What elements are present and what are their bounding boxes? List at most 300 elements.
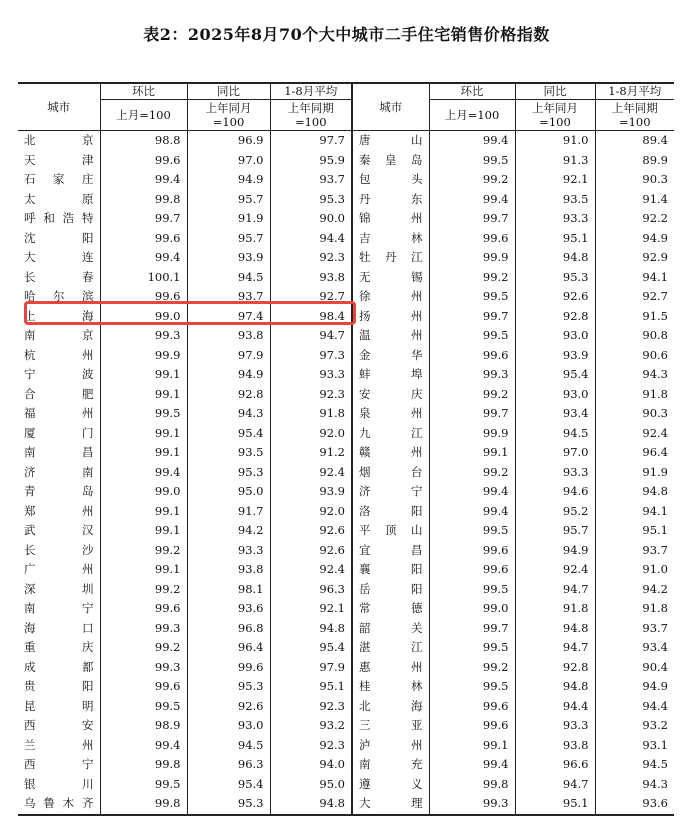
cell-mom-left: 99.3 — [100, 619, 187, 639]
cell-yoy-left: 93.3 — [187, 541, 270, 561]
cell-city-right: 金华 — [352, 346, 429, 366]
cell-mom-left: 99.1 — [100, 443, 187, 463]
cell-avg-left: 96.3 — [270, 580, 352, 600]
table-row — [18, 248, 674, 268]
cell-yoy-right: 96.6 — [515, 755, 595, 775]
cell-mom-left: 99.6 — [100, 677, 187, 697]
table-row — [18, 580, 674, 600]
cell-yoy-left: 95.3 — [187, 677, 270, 697]
cell-avg-right: 90.3 — [595, 170, 674, 190]
cell-city-left: 武汉 — [24, 523, 94, 537]
cell-city-left: 昆明 — [24, 698, 94, 713]
cell-mom-left: 99.5 — [100, 775, 187, 795]
cell-mom-left: 99.8 — [100, 794, 187, 815]
cell-city-left: 上海 — [24, 308, 94, 323]
cell-city-left: 太原 — [24, 191, 94, 206]
cell-yoy-right: 97.0 — [515, 443, 595, 463]
cell-yoy-left: 95.7 — [187, 190, 270, 210]
cell-yoy-right: 93.5 — [515, 190, 595, 210]
cell-avg-left: 90.0 — [270, 209, 352, 229]
header-yoy-base-right — [515, 100, 595, 131]
cell-mom-left: 99.4 — [100, 170, 187, 190]
cell-city-right: 济宁 — [352, 482, 429, 502]
cell-avg-left: 97.9 — [270, 658, 352, 678]
cell-yoy-right: 91.8 — [515, 599, 595, 619]
cell-mom-right: 99.1 — [429, 443, 515, 463]
cell-mom-left: 99.4 — [100, 736, 187, 756]
cell-city-left: 杭州 — [24, 347, 94, 362]
cell-city-right: 常德 — [352, 599, 429, 619]
table-row — [18, 599, 674, 619]
cell-city-left: 沈阳 — [24, 230, 94, 245]
cell-avg-left: 97.7 — [270, 131, 352, 151]
cell-avg-right: 94.1 — [595, 268, 674, 288]
cell-avg-left: 92.7 — [270, 287, 352, 307]
cell-mom-left: 99.3 — [100, 326, 187, 346]
cell-mom-left: 99.1 — [100, 365, 187, 385]
table-row — [18, 521, 674, 541]
table-row — [18, 736, 674, 756]
cell-yoy-right: 94.7 — [515, 580, 595, 600]
cell-city-left: 济南 — [24, 464, 94, 479]
cell-yoy-right: 92.1 — [515, 170, 595, 190]
cell-avg-right: 94.3 — [595, 775, 674, 795]
cell-yoy-left: 94.3 — [187, 404, 270, 424]
cell-yoy-right: 95.7 — [515, 521, 595, 541]
cell-avg-right: 92.2 — [595, 209, 674, 229]
table-row — [18, 365, 674, 385]
cell-city-left: 南京 — [24, 328, 94, 342]
cell-city-right: 岳阳 — [352, 580, 429, 600]
cell-mom-right: 99.6 — [429, 346, 515, 366]
cell-city-left: 乌鲁木齐 — [18, 794, 100, 815]
cell-mom-right: 99.4 — [429, 190, 515, 210]
cell-yoy-right: 94.4 — [515, 697, 595, 717]
cell-yoy-right: 94.6 — [515, 482, 595, 502]
cell-avg-left: 95.9 — [270, 151, 352, 171]
cell-city-left: 呼和浩特 — [24, 211, 94, 225]
cell-mom-right: 99.2 — [429, 268, 515, 288]
cell-avg-left: 94.4 — [270, 229, 352, 249]
cell-yoy-right: 92.8 — [515, 307, 595, 327]
cell-city-left: 哈尔滨 — [24, 289, 94, 303]
cell-yoy-left: 93.6 — [187, 599, 270, 619]
cell-avg-right: 89.9 — [595, 151, 674, 171]
cell-yoy-left: 93.9 — [187, 248, 270, 268]
cell-avg-right: 96.4 — [595, 443, 674, 463]
cell-mom-right: 99.7 — [429, 404, 515, 424]
cell-yoy-left: 94.9 — [187, 170, 270, 190]
cell-avg-right: 91.8 — [595, 599, 674, 619]
cell-yoy-left: 96.3 — [187, 755, 270, 775]
cell-city-right: 北海 — [352, 697, 429, 717]
cell-city-left: 深圳 — [24, 581, 94, 596]
table-row — [18, 560, 674, 580]
cell-mom-left: 99.9 — [100, 346, 187, 366]
cell-avg-left: 92.3 — [270, 736, 352, 756]
cell-yoy-right: 95.4 — [515, 365, 595, 385]
cell-yoy-left: 97.4 — [187, 307, 270, 327]
cell-avg-right: 89.4 — [595, 131, 674, 151]
cell-avg-left: 94.8 — [270, 794, 352, 815]
cell-yoy-left: 96.4 — [187, 638, 270, 658]
cell-avg-left: 92.0 — [270, 502, 352, 522]
cell-yoy-right: 93.3 — [515, 209, 595, 229]
cell-avg-right: 93.1 — [595, 736, 674, 756]
table-row — [18, 190, 674, 210]
header-avg-base-line1: 上年同期 — [611, 101, 658, 115]
cell-city-right: 洛阳 — [352, 502, 429, 522]
cell-city-left: 兰州 — [24, 737, 94, 752]
cell-avg-left: 98.4 — [270, 307, 352, 327]
cell-city-left: 长沙 — [24, 542, 94, 557]
cell-avg-left: 92.6 — [270, 541, 352, 561]
cell-avg-right: 91.5 — [595, 307, 674, 327]
cell-yoy-left: 95.3 — [187, 463, 270, 483]
header-yoy-right: 同比 — [515, 83, 595, 100]
cell-mom-left: 99.1 — [100, 521, 187, 541]
table-row — [18, 424, 674, 444]
cell-avg-right: 94.1 — [595, 502, 674, 522]
cell-yoy-left: 95.0 — [187, 482, 270, 502]
cell-mom-left: 99.1 — [100, 385, 187, 405]
cell-yoy-left: 93.5 — [187, 443, 270, 463]
cell-mom-left: 99.7 — [100, 209, 187, 229]
cell-yoy-left: 94.5 — [187, 268, 270, 288]
table-row — [18, 775, 674, 795]
header-yoy-base-line1: 上年同月 — [532, 101, 578, 115]
cell-yoy-right: 95.1 — [515, 794, 595, 815]
cell-avg-left: 92.4 — [270, 463, 352, 483]
cell-avg-right: 90.3 — [595, 404, 674, 424]
cell-city-left: 长春 — [24, 269, 94, 284]
cell-city-right: 蚌埠 — [352, 365, 429, 385]
cell-mom-right: 99.4 — [429, 755, 515, 775]
table-row — [18, 502, 674, 522]
cell-mom-right: 99.5 — [429, 580, 515, 600]
cell-yoy-right: 94.7 — [515, 775, 595, 795]
cell-yoy-right: 95.3 — [515, 268, 595, 288]
cell-city-left: 合肥 — [24, 386, 94, 401]
cell-yoy-left: 96.9 — [187, 131, 270, 151]
cell-mom-left: 99.8 — [100, 755, 187, 775]
cell-mom-right: 99.0 — [429, 599, 515, 619]
table-row — [18, 677, 674, 697]
cell-avg-right: 91.4 — [595, 190, 674, 210]
cell-city-right: 锦州 — [352, 209, 429, 229]
header-mom-base-right: 上月=100 — [429, 100, 515, 131]
cell-mom-left: 99.2 — [100, 541, 187, 561]
header-avg-right: 1-8月平均 — [595, 83, 674, 100]
cell-mom-right: 99.2 — [429, 170, 515, 190]
header-mom-base-left: 上月=100 — [100, 100, 187, 131]
cell-mom-left: 100.1 — [100, 268, 187, 288]
cell-city-right: 牡丹江 — [352, 248, 429, 268]
header-avg-base-line2: =100 — [618, 115, 651, 129]
cell-mom-right: 99.5 — [429, 326, 515, 346]
table-row — [18, 131, 674, 151]
cell-mom-right: 99.8 — [429, 775, 515, 795]
cell-avg-right: 93.7 — [595, 541, 674, 561]
cell-mom-right: 99.2 — [429, 658, 515, 678]
cell-avg-left: 92.3 — [270, 697, 352, 717]
cell-city-right: 秦皇岛 — [352, 151, 429, 171]
cell-yoy-right: 92.8 — [515, 658, 595, 678]
cell-mom-right: 99.5 — [429, 677, 515, 697]
cell-yoy-left: 94.9 — [187, 365, 270, 385]
cell-yoy-right: 92.4 — [515, 560, 595, 580]
header-mom-left: 环比 — [100, 83, 187, 100]
cell-yoy-right: 92.6 — [515, 287, 595, 307]
cell-city-right: 包头 — [352, 170, 429, 190]
cell-mom-right: 99.6 — [429, 697, 515, 717]
price-index-table — [18, 82, 674, 816]
cell-mom-left: 99.1 — [100, 424, 187, 444]
cell-yoy-right: 93.4 — [515, 404, 595, 424]
cell-mom-right: 99.6 — [429, 560, 515, 580]
cell-mom-left: 99.6 — [100, 599, 187, 619]
cell-city-left: 宁波 — [24, 367, 94, 381]
cell-yoy-left: 95.7 — [187, 229, 270, 249]
cell-city-left: 天津 — [24, 152, 94, 167]
cell-city-right: 吉林 — [352, 229, 429, 249]
cell-mom-right: 99.5 — [429, 638, 515, 658]
header-yoy-base-line2: =100 — [539, 115, 571, 129]
cell-yoy-right: 91.3 — [515, 151, 595, 171]
cell-city-left: 南宁 — [24, 601, 94, 615]
cell-yoy-left: 95.3 — [187, 794, 270, 815]
table-row — [18, 326, 674, 346]
cell-mom-right: 99.2 — [429, 463, 515, 483]
cell-city-left: 南昌 — [24, 445, 94, 459]
cell-yoy-left: 97.0 — [187, 151, 270, 171]
cell-city-left: 重庆 — [24, 640, 94, 654]
cell-yoy-left: 93.8 — [187, 326, 270, 346]
cell-city-right: 惠州 — [352, 658, 429, 678]
cell-mom-right: 99.6 — [429, 229, 515, 249]
cell-city-right: 桂林 — [352, 677, 429, 697]
cell-avg-right: 94.8 — [595, 482, 674, 502]
cell-mom-left: 99.2 — [100, 638, 187, 658]
cell-avg-right: 91.8 — [595, 385, 674, 405]
cell-mom-right: 99.3 — [429, 365, 515, 385]
cell-mom-right: 99.4 — [429, 502, 515, 522]
cell-yoy-right: 94.8 — [515, 248, 595, 268]
cell-city-right: 泉州 — [352, 404, 429, 424]
cell-yoy-right: 91.0 — [515, 131, 595, 151]
table-row — [18, 346, 674, 366]
cell-mom-left: 98.9 — [100, 716, 187, 736]
table-row — [18, 268, 674, 288]
cell-avg-left: 95.1 — [270, 677, 352, 697]
header-yoy-left: 同比 — [187, 83, 270, 100]
table-body — [18, 131, 674, 815]
table-title: 表2：2025年8月70个大中城市二手住宅销售价格指数 — [143, 25, 550, 44]
cell-avg-right: 95.1 — [595, 521, 674, 541]
cell-mom-left: 99.4 — [100, 463, 187, 483]
cell-yoy-right: 93.3 — [515, 716, 595, 736]
cell-avg-right: 92.7 — [595, 287, 674, 307]
cell-avg-left: 94.7 — [270, 326, 352, 346]
header-avg-base-line2: =100 — [294, 115, 327, 129]
cell-avg-left: 94.8 — [270, 619, 352, 639]
table-row — [18, 385, 674, 405]
cell-yoy-right: 94.9 — [515, 541, 595, 561]
cell-yoy-right: 94.5 — [515, 424, 595, 444]
cell-city-right: 遵义 — [352, 775, 429, 795]
cell-avg-left: 91.8 — [270, 404, 352, 424]
cell-mom-left: 99.1 — [100, 560, 187, 580]
cell-city-left: 郑州 — [24, 503, 94, 518]
cell-city-left: 厦门 — [24, 425, 94, 440]
cell-avg-left: 92.3 — [270, 385, 352, 405]
table-row — [18, 638, 674, 658]
cell-mom-left: 99.6 — [100, 287, 187, 307]
cell-city-left: 海口 — [24, 620, 94, 635]
cell-avg-right: 90.8 — [595, 326, 674, 346]
cell-avg-right: 94.9 — [595, 677, 674, 697]
cell-mom-left: 99.2 — [100, 580, 187, 600]
cell-mom-right: 99.9 — [429, 248, 515, 268]
cell-avg-right: 94.4 — [595, 697, 674, 717]
cell-mom-left: 99.5 — [100, 404, 187, 424]
cell-mom-left: 99.1 — [100, 502, 187, 522]
cell-city-right: 大理 — [352, 794, 429, 815]
cell-avg-left: 92.6 — [270, 521, 352, 541]
cell-city-left: 北京 — [24, 133, 94, 147]
header-mom-right: 环比 — [429, 83, 515, 100]
cell-avg-left: 93.8 — [270, 268, 352, 288]
cell-avg-left: 95.0 — [270, 775, 352, 795]
table-row — [18, 404, 674, 424]
cell-avg-left: 95.3 — [270, 190, 352, 210]
cell-avg-right: 93.7 — [595, 619, 674, 639]
cell-city-right: 襄阳 — [352, 560, 429, 580]
cell-mom-left: 99.0 — [100, 307, 187, 327]
cell-yoy-right: 93.0 — [515, 385, 595, 405]
cell-avg-left: 93.7 — [270, 170, 352, 190]
cell-yoy-left: 95.4 — [187, 775, 270, 795]
cell-city-left: 西安 — [24, 718, 94, 732]
table-row — [18, 443, 674, 463]
cell-city-left: 成都 — [24, 659, 94, 674]
cell-yoy-left: 91.7 — [187, 502, 270, 522]
cell-mom-right: 99.5 — [429, 151, 515, 171]
cell-mom-left: 99.4 — [100, 248, 187, 268]
cell-yoy-left: 93.8 — [187, 560, 270, 580]
cell-yoy-left: 93.0 — [187, 716, 270, 736]
cell-avg-right: 93.4 — [595, 638, 674, 658]
table-row — [18, 229, 674, 249]
cell-yoy-right: 94.8 — [515, 677, 595, 697]
cell-city-right: 丹东 — [352, 190, 429, 210]
cell-city-left: 贵阳 — [24, 679, 94, 693]
cell-mom-left: 99.3 — [100, 658, 187, 678]
cell-avg-left: 93.9 — [270, 482, 352, 502]
cell-yoy-left: 94.5 — [187, 736, 270, 756]
cell-avg-left: 93.2 — [270, 716, 352, 736]
cell-avg-left: 92.1 — [270, 599, 352, 619]
header-city-right: 城市 — [352, 83, 429, 131]
cell-mom-right: 99.5 — [429, 287, 515, 307]
cell-yoy-right: 95.1 — [515, 229, 595, 249]
cell-mom-left: 99.6 — [100, 151, 187, 171]
cell-city-right: 温州 — [352, 326, 429, 346]
cell-city-right: 韶关 — [352, 619, 429, 639]
cell-avg-right: 94.3 — [595, 365, 674, 385]
cell-yoy-left: 99.6 — [187, 658, 270, 678]
cell-mom-right: 99.2 — [429, 385, 515, 405]
header-yoy-base-left — [187, 100, 270, 131]
cell-city-right: 赣州 — [352, 443, 429, 463]
table-row — [18, 170, 674, 190]
cell-yoy-right: 93.8 — [515, 736, 595, 756]
cell-city-right: 安庆 — [352, 385, 429, 405]
cell-city-left: 西宁 — [24, 757, 94, 771]
cell-mom-left: 99.5 — [100, 697, 187, 717]
cell-city-left: 大连 — [24, 250, 94, 264]
cell-avg-right: 94.5 — [595, 755, 674, 775]
header-avg-base-left — [270, 100, 352, 131]
cell-avg-left: 94.0 — [270, 755, 352, 775]
cell-yoy-left: 92.8 — [187, 385, 270, 405]
cell-avg-right: 91.9 — [595, 463, 674, 483]
cell-avg-right: 91.0 — [595, 560, 674, 580]
table-row — [18, 658, 674, 678]
cell-yoy-left: 96.8 — [187, 619, 270, 639]
header-yoy-base-line1: 上年同月 — [205, 101, 252, 115]
cell-avg-right: 94.9 — [595, 229, 674, 249]
cell-mom-right: 99.7 — [429, 307, 515, 327]
shanghai-highlight-box — [24, 301, 356, 325]
cell-avg-left: 95.4 — [270, 638, 352, 658]
cell-city-left: 福州 — [24, 406, 94, 420]
cell-city-right: 宜昌 — [352, 541, 429, 561]
cell-avg-right: 90.4 — [595, 658, 674, 678]
header-yoy-base-line2: =100 — [212, 115, 245, 129]
cell-avg-left: 92.0 — [270, 424, 352, 444]
cell-city-right: 南充 — [352, 755, 429, 775]
cell-city-right: 无锡 — [352, 268, 429, 288]
table-row — [18, 463, 674, 483]
cell-mom-left: 99.0 — [100, 482, 187, 502]
cell-mom-right: 99.6 — [429, 541, 515, 561]
cell-mom-right: 99.6 — [429, 716, 515, 736]
cell-city-left: 石家庄 — [24, 172, 94, 186]
cell-yoy-left: 94.2 — [187, 521, 270, 541]
cell-mom-left: 98.8 — [100, 131, 187, 151]
cell-yoy-left: 98.1 — [187, 580, 270, 600]
table-row — [18, 716, 674, 736]
cell-city-left: 青岛 — [24, 484, 94, 498]
cell-yoy-left: 91.9 — [187, 209, 270, 229]
cell-mom-right: 99.3 — [429, 794, 515, 815]
cell-avg-right: 93.6 — [595, 794, 674, 815]
cell-mom-right: 99.4 — [429, 131, 515, 151]
cell-avg-left: 91.2 — [270, 443, 352, 463]
header-avg-base-right — [595, 100, 674, 131]
cell-city-right: 扬州 — [352, 307, 429, 327]
cell-yoy-right: 93.9 — [515, 346, 595, 366]
cell-city-right: 平顶山 — [352, 521, 429, 541]
cell-city-right: 烟台 — [352, 463, 429, 483]
cell-avg-right: 92.9 — [595, 248, 674, 268]
table-row — [18, 697, 674, 717]
cell-yoy-right: 93.3 — [515, 463, 595, 483]
cell-city-left: 银川 — [24, 776, 94, 791]
cell-avg-left: 97.3 — [270, 346, 352, 366]
cell-city-right: 徐州 — [352, 287, 429, 307]
